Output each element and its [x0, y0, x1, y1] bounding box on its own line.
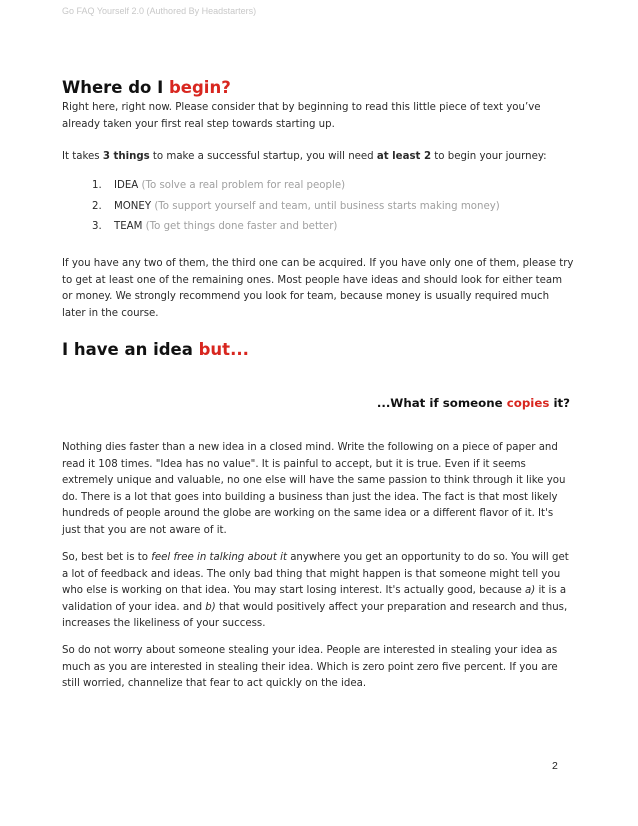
list-number: 1. [92, 180, 102, 191]
text-run: It takes [62, 151, 103, 162]
subheading-highlight: copies [506, 396, 550, 410]
intro-paragraph: Right here, right now. Please consider that by beginning to read this little piece of text you’ve already taken your first real step towards starting up. [62, 102, 541, 130]
list-number: 3. [92, 221, 102, 232]
heading-where-do-i-begin [62, 78, 231, 97]
bold-run: 3 things [102, 151, 150, 162]
text-run: that would positively affect your preparation and research and thus, increases the likeliness of your success. [62, 601, 568, 630]
list-term: TEAM [114, 221, 143, 232]
list-term: MONEY [114, 201, 152, 212]
subheading-text: it? [549, 396, 570, 410]
list-item [92, 201, 500, 212]
do-not-worry-paragraph: So do not worry about someone stealing your idea. People are interested in stealing your idea as much as you are interested in stealing their idea. Which is zero point zero five percent. If you are still worried, channelize that fear to act quickly on the idea. [62, 645, 558, 690]
heading-highlight: but... [198, 340, 249, 359]
text-run: to begin your journey: [431, 151, 547, 162]
list-description: (To get things done faster and better) [142, 221, 338, 232]
heading-text: I have an idea [62, 340, 199, 359]
three-things-paragraph [62, 149, 574, 166]
feel-free-paragraph [62, 550, 574, 633]
list-item [92, 221, 337, 232]
list-number: 2. [92, 201, 102, 212]
italic-run: b) [205, 601, 216, 613]
list-term: IDEA [114, 180, 139, 191]
subheading-text: ...What if someone [376, 396, 507, 410]
heading-highlight: begin? [168, 78, 231, 97]
bold-run: at least 2 [376, 151, 432, 162]
list-description: (To solve a real problem for real people) [138, 180, 346, 191]
idea-value-paragraph: Nothing dies faster than a new idea in a closed mind. Write the following on a piece of paper and read it 108 times. "Idea has no value". It is painful to accept, but it is true. Even if it seems extremely unique and valuable, no one else will have the same passion to think through it like you do. There is a lot that goes into building a business than just the idea. The fact is that most likely hundreds of people around the globe are working on the same idea or a different flavor of it. It's just that you are not aware of it. [62, 442, 566, 536]
text-run: So, best bet is to [62, 552, 152, 563]
text-run: anywhere you get an opportunity to do so. You will get a lot of feedback and ideas. The only bad thing that might happen is that someone might tell you who else is working on that idea. You may start losing interest. It's actually good, because [62, 552, 569, 597]
italic-run: a) [525, 585, 536, 597]
page-number: 2 [552, 760, 558, 772]
after-list-paragraph: If you have any two of them, the third one can be acquired. If you have only one of them, please try to get at least one of the remaining ones. Most people have ideas and should look for either team or money. We strongly recommend you look for team, because money is usually required much later in the course. [62, 258, 574, 319]
heading-text: Where do I [62, 78, 169, 97]
subheading-copies [377, 396, 570, 410]
list-item [92, 180, 345, 191]
text-run: it is a validation of your idea. and [62, 585, 567, 613]
heading-i-have-an-idea [62, 340, 249, 359]
text-run: to make a successful startup, you will need [149, 151, 377, 162]
italic-run: feel free in talking about it [151, 552, 287, 563]
running-header: Go FAQ Yourself 2.0 (Authored By Headstarters) [62, 6, 257, 16]
list-description: (To support yourself and team, until business starts making money) [151, 201, 500, 212]
